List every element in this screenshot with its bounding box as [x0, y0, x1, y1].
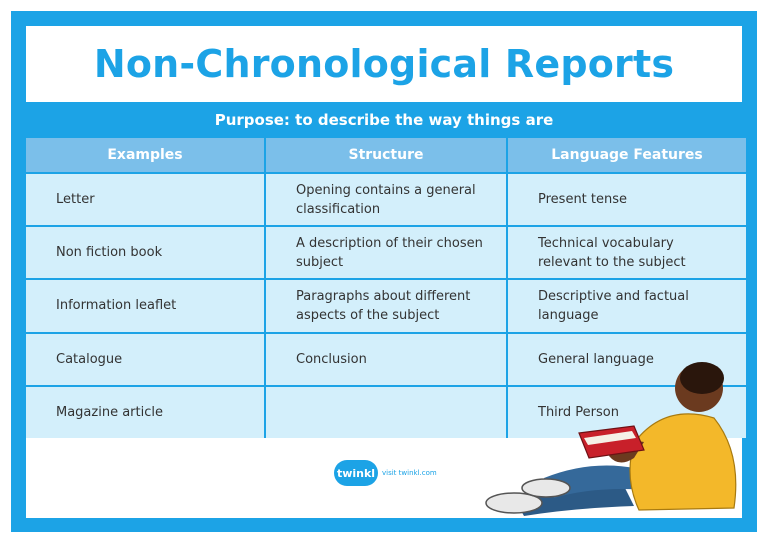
cell-language-feature: Third Person [508, 387, 746, 438]
cell-example: Non fiction book [26, 227, 264, 278]
page-title: Non-Chronological Reports [93, 42, 675, 86]
cell-example: Letter [26, 174, 264, 225]
cell-language-feature: General language [508, 334, 746, 385]
cell-structure: Opening contains a general classification [266, 174, 506, 225]
header-structure: Structure [266, 138, 506, 172]
cell-example: Magazine article [26, 387, 264, 438]
cell-structure: Conclusion [266, 334, 506, 385]
title-box [26, 26, 742, 102]
cell-language-feature: Technical vocabulary relevant to the subject [508, 227, 746, 278]
visit-link[interactable]: visit twinkl.com [382, 469, 437, 477]
purpose-subtitle: Purpose: to describe the way things are [214, 111, 554, 129]
header-examples: Examples [26, 138, 264, 172]
twinkl-cloud-icon: twinkl [334, 460, 378, 486]
cell-example: Information leaflet [26, 280, 264, 331]
cell-language-feature: Descriptive and factual language [508, 280, 746, 331]
boy-reading-illustration [484, 358, 746, 523]
cell-structure: Paragraphs about different aspects of the subject [266, 280, 506, 331]
cell-structure: A description of their chosen subject [266, 227, 506, 278]
cell-structure [266, 387, 506, 438]
cell-language-feature: Present tense [508, 174, 746, 225]
twinkl-logo[interactable] [334, 460, 437, 486]
header-language-features: Language Features [508, 138, 746, 172]
cell-example: Catalogue [26, 334, 264, 385]
